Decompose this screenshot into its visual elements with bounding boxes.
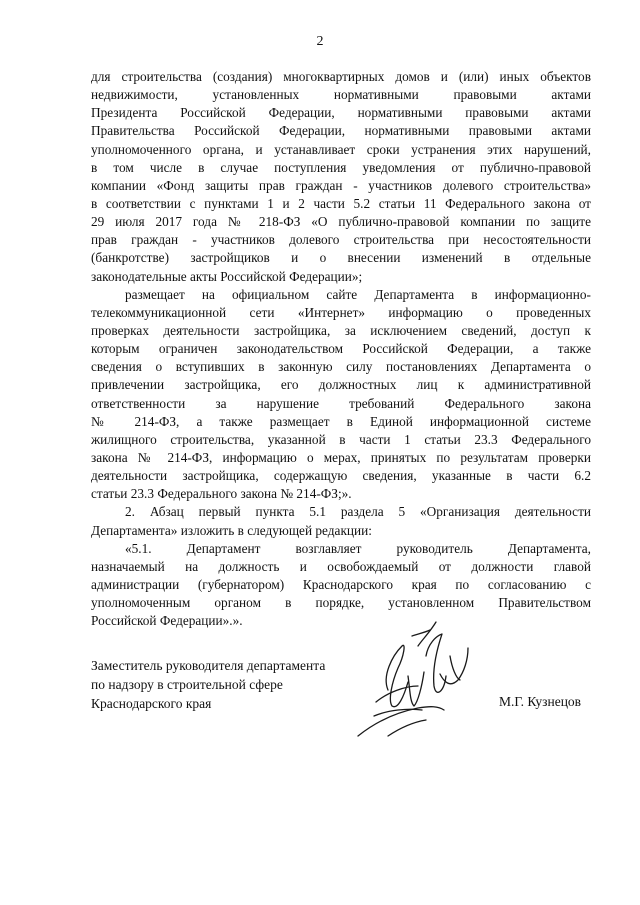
text-line: администрации (губернатором) Краснодарского края по согласованию с bbox=[91, 576, 591, 592]
text-line: проверках деятельности застройщика, за исключением сведений, доступ к bbox=[91, 322, 591, 338]
text-line: телекоммуникационной сети «Интернет» информацию о проведенных bbox=[91, 304, 591, 320]
text-line: Правительства Российской Федерации, нормативными правовыми актами bbox=[91, 123, 591, 139]
document-body bbox=[91, 68, 591, 630]
text-line: «5.1. Департамент возглавляет руководитель Департамента, bbox=[125, 540, 591, 556]
text-line: 29 июля 2017 года № 218-ФЗ «О публично-правовой компании по защите bbox=[91, 214, 591, 230]
signer-position-line: Краснодарского края bbox=[91, 696, 212, 711]
paragraph bbox=[91, 68, 591, 286]
text-line: законодательные акты Российской Федерации»; bbox=[91, 268, 363, 284]
text-line: назначаемый на должность и освобождаемый от должности главой bbox=[91, 558, 591, 574]
text-line: размещает на официальном сайте Департамента в информационно- bbox=[125, 286, 591, 302]
text-line: компании «Фонд защиты прав граждан - участников долевого строительства» bbox=[91, 177, 591, 193]
text-line: деятельности застройщика, содержащую сведения, указанные в части 6.2 bbox=[91, 468, 591, 484]
page-number: 2 bbox=[316, 34, 324, 49]
signer-name: М.Г. Кузнецов bbox=[499, 694, 582, 709]
paragraph bbox=[91, 286, 591, 504]
paragraph bbox=[91, 503, 591, 539]
text-line: уполномоченного органа, и устанавливает сроки устранения этих нарушений, bbox=[91, 141, 591, 157]
text-line: привлечении застройщика, его должностных лиц к административной bbox=[91, 377, 591, 393]
text-line: недвижимости, установленных нормативными правовыми актами bbox=[91, 87, 591, 103]
text-line: Департамента» изложить в следующей редакции: bbox=[91, 522, 372, 538]
text-line: для строительства (создания) многоквартирных домов и (или) иных объектов bbox=[91, 69, 591, 84]
text-line: в соответствии с пунктами 1 и 2 части 5.2 статьи 11 Федерального закона от bbox=[91, 195, 591, 211]
text-line: Президента Российской Федерации, нормативными правовыми актами bbox=[91, 105, 591, 121]
text-line: прав граждан - участников долевого строительства при несостоятельности bbox=[91, 232, 591, 248]
text-line: жилищного строительства, указанной в части 1 статьи 23.3 Федерального bbox=[91, 431, 591, 447]
text-line: статьи 23.3 Федерального закона № 214-ФЗ;». bbox=[91, 486, 352, 502]
text-line: ответственности за нарушение требований Федерального закона bbox=[91, 395, 591, 411]
text-line: уполномоченным органом в порядке, установленном Правительством bbox=[91, 595, 591, 611]
signer-position-line: Заместитель руководителя департамента bbox=[91, 658, 326, 673]
text-line: Российской Федерации».». bbox=[91, 613, 243, 629]
text-line: которым ограничен законодательством Российской Федерации, а также bbox=[91, 341, 591, 357]
text-line: в том числе в случае поступления уведомления от публично-правовой bbox=[91, 159, 591, 175]
text-line: № 214-ФЗ, а также размещает в Единой информационной системе bbox=[91, 413, 591, 429]
text-line: (банкротстве) застройщиков и о внесении изменений в отдельные bbox=[91, 250, 591, 266]
text-line: 2. Абзац первый пункта 5.1 раздела 5 «Организация деятельности bbox=[125, 504, 591, 520]
text-line: закона № 214-ФЗ, информацию о мерах, принятых по результатам проверки bbox=[91, 449, 591, 465]
text-line: сведения о вступивших в законную силу постановлениях Департамента о bbox=[91, 359, 591, 375]
signer-position-line: по надзору в строительной сфере bbox=[91, 677, 283, 692]
